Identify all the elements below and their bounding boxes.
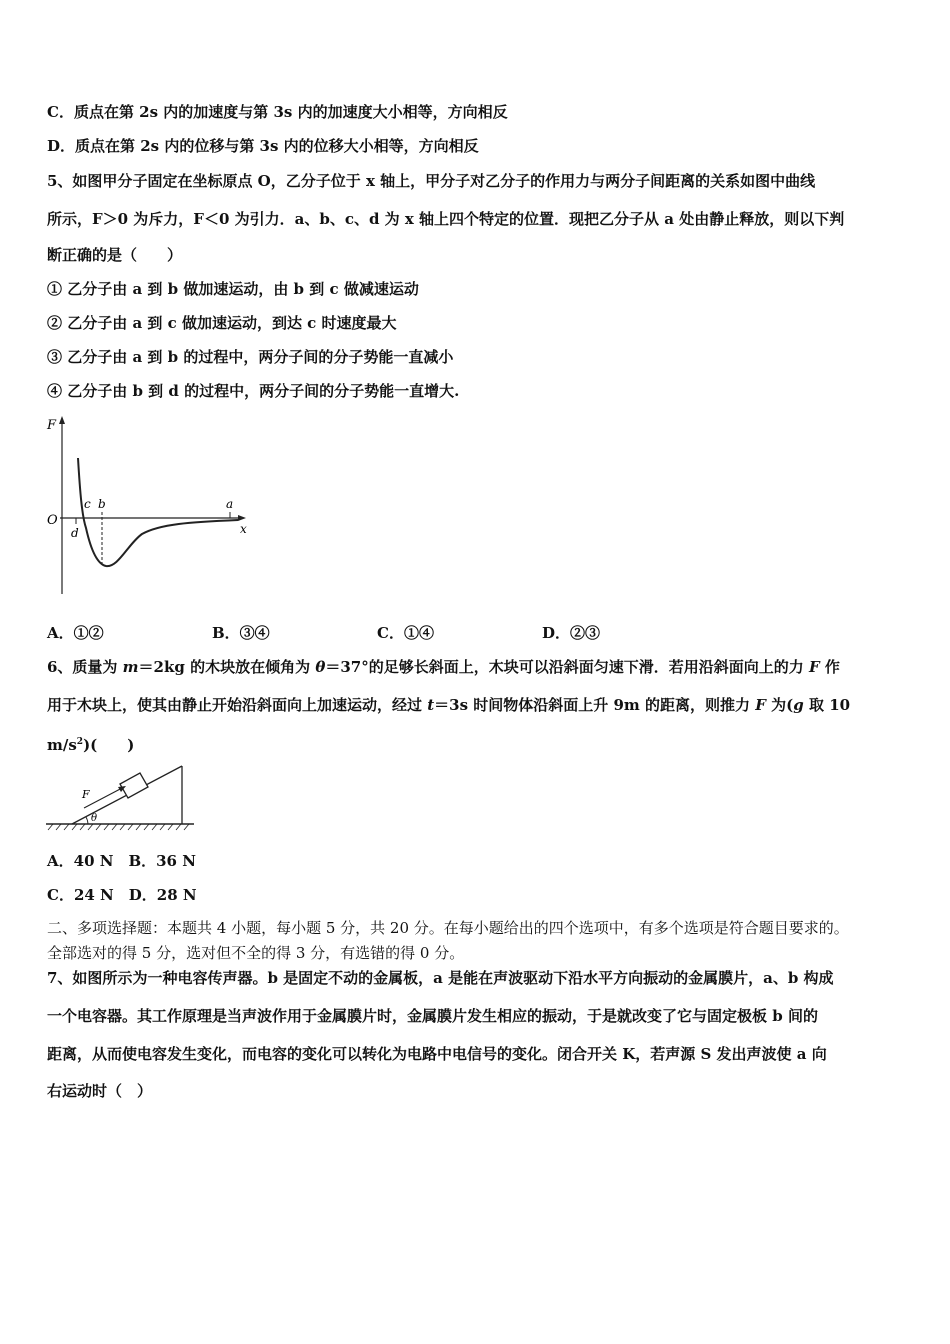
incline-ground-hatching xyxy=(48,824,189,830)
q5-force-graph xyxy=(40,412,260,600)
graph-label-f: F xyxy=(47,418,57,433)
graph-label-a: a xyxy=(226,497,234,511)
q5-stem-line3: 断正确的是（ ） xyxy=(47,246,183,264)
q4-option-d: D．质点在第 2s 内的位移与第 3s 内的位移大小相等，方向相反 xyxy=(47,137,479,155)
q5-option-a: A．①② xyxy=(47,624,104,642)
q7-stem-line3: 距离，从而使电容发生变化，而电容的变化可以转化为电路中电信号的变化。闭合开关 K，若声源 S 发出声波使 a 向 xyxy=(47,1045,827,1063)
q6-stem-line2: 用于木块上，使其由静止开始沿斜面向上加速运动，经过 t＝3s 时间物体沿斜面上升 9m 的距离，则推力 F 为(g 取 10 xyxy=(47,696,851,714)
graph-label-o: O xyxy=(47,513,58,528)
graph-label-d: d xyxy=(71,526,79,540)
q5-statement-1: ① 乙分子由 a 到 b 做加速运动，由 b 到 c 做减速运动 xyxy=(47,280,419,298)
graph-label-b: b xyxy=(98,497,106,511)
graph-f-arrow xyxy=(59,416,65,424)
q6-options-row2: C．24 N D．28 N xyxy=(47,886,197,904)
q5-stem-line1: 5、如图甲分子固定在坐标原点 O，乙分子位于 x 轴上，甲分子对乙分子的作用力与两分子间距离的关系如图中曲线 xyxy=(47,172,816,190)
graph-label-x: x xyxy=(240,522,247,536)
incline-label-theta: θ xyxy=(91,813,98,824)
q6-stem-line3: $m/s^2$)( ) xyxy=(47,736,135,754)
incline-block xyxy=(120,773,148,798)
q6-incline-figure xyxy=(44,760,196,832)
q5-statement-2: ② 乙分子由 a 到 c 做加速运动，到达 c 时速度最大 xyxy=(47,314,397,332)
incline-angle-arc xyxy=(86,817,88,824)
incline-force-line xyxy=(84,787,124,808)
q5-option-b: B．③④ xyxy=(212,624,270,642)
section2-heading-line2: 全部选对的得 5 分，选对但不全的得 3 分，有选错的得 0 分。 xyxy=(47,944,465,962)
q6-options-row1: A．40 N B．36 N xyxy=(47,852,196,870)
q7-stem-line4: 右运动时（ ） xyxy=(47,1082,153,1100)
q5-option-d: D．②③ xyxy=(542,624,601,642)
q5-option-c: C．①④ xyxy=(377,624,434,642)
graph-label-c: c xyxy=(84,497,91,511)
incline-label-f: F xyxy=(82,788,90,801)
q7-stem-line1: 7、如图所示为一种电容传声器。b 是固定不动的金属板，a 是能在声波驱动下沿水平方向振动的金属膜片，a、b 构成 xyxy=(47,969,834,987)
q7-stem-line2: 一个电容器。其工作原理是当声波作用于金属膜片时，金属膜片发生相应的振动，于是就改变了它与固定极板 b 间的 xyxy=(47,1007,818,1025)
q4-option-c: C．质点在第 2s 内的加速度与第 3s 内的加速度大小相等，方向相反 xyxy=(47,103,508,121)
section2-heading-line1: 二、多项选择题：本题共 4 小题，每小题 5 分，共 20 分。在每小题给出的四个选项中，有多个选项是符合题目要求的。 xyxy=(47,919,849,937)
q5-stem-line2: 所示，F＞0 为斥力，F＜0 为引力．a、b、c、d 为 x 轴上四个特定的位置．现把乙分子从 a 处由静止释放，则以下判 xyxy=(47,210,845,228)
q6-stem-line1: 6、质量为 m＝2kg 的木块放在倾角为 θ＝37°的足够长斜面上，木块可以沿斜面匀速下滑．若用沿斜面向上的力 F 作 xyxy=(47,658,840,676)
q5-statement-3: ③ 乙分子由 a 到 b 的过程中，两分子间的分子势能一直减小 xyxy=(47,348,454,366)
graph-x-arrow xyxy=(238,515,246,521)
q5-statement-4: ④ 乙分子由 b 到 d 的过程中，两分子间的分子势能一直增大. xyxy=(47,382,460,400)
